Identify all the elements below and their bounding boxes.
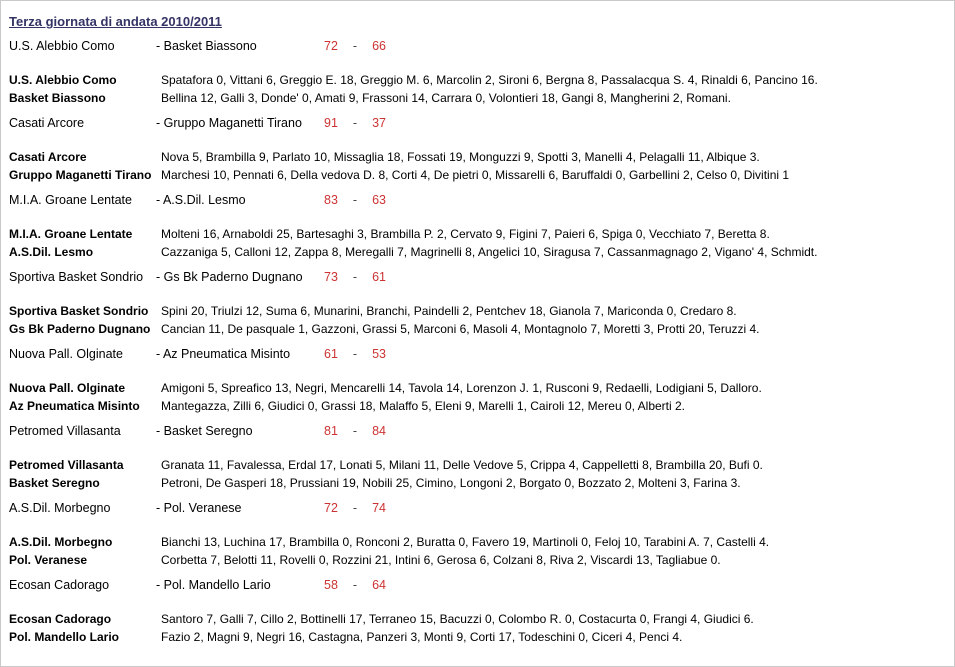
match-score: [324, 424, 386, 438]
home-team-name: Ecosan Cadorago: [9, 578, 110, 592]
away-players-list: Marchesi 10, Pennati 6, Della vedova D. 8, Corti 4, De pietri 0, Missarelli 6, Baruffaldi 0, Garbellini 2, Celso 0, Divitini 1: [161, 168, 790, 182]
match-block: [1, 501, 954, 578]
scorers-lists: [161, 379, 762, 415]
away-players-list: Cancian 11, De pasquale 1, Gazzoni, Grassi 5, Marconi 6, Masoli 4, Montagnolo 7, Moretti 3, Protti 20, Teruzzi 4.: [161, 322, 760, 336]
score-separator: -: [352, 270, 358, 284]
home-team-name: Nuova Pall. Olginate: [9, 347, 123, 361]
scorers-team-names: [1, 456, 161, 492]
scorers-away-team: Basket Seregno: [9, 476, 100, 490]
away-players-list: Corbetta 7, Belotti 11, Rovelli 0, Rozzini 21, Intini 6, Gerosa 6, Colzani 8, Riva 2, Viscardi 13, Tagliabue 0.: [161, 553, 721, 567]
match-score: [324, 39, 386, 53]
title-row: [9, 13, 954, 29]
scorers-team-names: [1, 610, 161, 646]
score-separator: -: [352, 501, 358, 515]
home-players-list: Amigoni 5, Spreafico 13, Negri, Mencarelli 14, Tavola 14, Lorenzon J. 1, Rusconi 9, Redaelli, Lodigiani 5, Dalloro.: [161, 381, 762, 395]
match-block: [1, 193, 954, 270]
home-score: 81: [324, 424, 338, 438]
scorers-away-team: Pol. Veranese: [9, 553, 88, 567]
away-players-list: Bellina 12, Galli 3, Donde' 0, Amati 9, Frassoni 14, Carrara 0, Volontieri 18, Gangi 8, Mangherini 2, Romani.: [161, 91, 731, 105]
scorers-section: [1, 533, 954, 569]
scorers-home-team: A.S.Dil. Morbegno: [9, 535, 113, 549]
scorers-lists: [161, 71, 818, 107]
match-block: [1, 39, 954, 116]
score-separator: -: [352, 424, 358, 438]
scorers-lists: [161, 456, 763, 492]
home-team-name: M.I.A. Groane Lentate: [9, 193, 132, 207]
scorers-section: [1, 610, 954, 646]
away-score: 66: [372, 39, 386, 53]
away-team-name: - Pol. Veranese: [156, 501, 242, 515]
scorers-section: [1, 148, 954, 184]
scorers-lists: [161, 225, 817, 261]
match-result-row: [1, 578, 954, 594]
home-score: 83: [324, 193, 338, 207]
match-result-row: [1, 424, 954, 440]
away-score: 61: [372, 270, 386, 284]
away-score: 37: [372, 116, 386, 130]
away-score: 53: [372, 347, 386, 361]
scorers-lists: [161, 302, 760, 338]
scorers-section: [1, 379, 954, 415]
match-block: [1, 270, 954, 347]
page-title[interactable]: Terza giornata di andata 2010/2011: [9, 14, 222, 29]
scorers-home-team: Casati Arcore: [9, 150, 87, 164]
score-separator: -: [352, 116, 358, 130]
scorers-team-names: [1, 148, 161, 184]
match-result-row: [1, 116, 954, 132]
scorers-home-team: M.I.A. Groane Lentate: [9, 227, 133, 241]
scorers-home-team: Petromed Villasanta: [9, 458, 124, 472]
scorers-away-team: Pol. Mandello Lario: [9, 630, 120, 644]
scorers-home-team: Sportiva Basket Sondrio: [9, 304, 149, 318]
home-players-list: Spatafora 0, Vittani 6, Greggio E. 18, Greggio M. 6, Marcolin 2, Sironi 6, Bergna 8, Passalacqua S. 4, Rinaldi 6, Pancino 16.: [161, 73, 818, 87]
match-result-row: [1, 501, 954, 517]
home-score: 72: [324, 501, 338, 515]
match-result-row: [1, 347, 954, 363]
away-players-list: Fazio 2, Magni 9, Negri 16, Castagna, Panzeri 3, Monti 9, Corti 17, Todeschini 0, Ciceri 4, Penci 4.: [161, 630, 683, 644]
home-score: 73: [324, 270, 338, 284]
away-team-name: - Pol. Mandello Lario: [156, 578, 271, 592]
away-score: 74: [372, 501, 386, 515]
match-block: [1, 347, 954, 424]
away-players-list: Mantegazza, Zilli 6, Giudici 0, Grassi 18, Malaffo 5, Eleni 9, Marelli 1, Cairoli 12, Mereu 0, Alberti 2.: [161, 399, 686, 413]
match-score: [324, 116, 386, 130]
scorers-section: [1, 456, 954, 492]
home-team-name: Petromed Villasanta: [9, 424, 121, 438]
scorers-team-names: [1, 302, 161, 338]
home-players-list: Bianchi 13, Luchina 17, Brambilla 0, Ronconi 2, Buratta 0, Favero 19, Martinoli 0, Feloj 10, Tarabini A. 7, Castelli 4.: [161, 535, 770, 549]
scorers-home-team: Nuova Pall. Olginate: [9, 381, 126, 395]
away-team-name: - Gs Bk Paderno Dugnano: [156, 270, 303, 284]
away-score: 84: [372, 424, 386, 438]
home-score: 91: [324, 116, 338, 130]
score-separator: -: [352, 347, 358, 361]
away-players-list: Petroni, De Gasperi 18, Prussiani 19, Nobili 25, Cimino, Longoni 2, Borgato 0, Bozzato 2, Molteni 3, Farina 3.: [161, 476, 741, 490]
scorers-away-team: Gs Bk Paderno Dugnano: [9, 322, 151, 336]
score-separator: -: [352, 39, 358, 53]
scorers-section: [1, 302, 954, 338]
score-separator: -: [352, 193, 358, 207]
home-players-list: Nova 5, Brambilla 9, Parlato 10, Missaglia 18, Fossati 19, Monguzzi 9, Spotti 3, Manelli 4, Pelagalli 11, Albique 3.: [161, 150, 760, 164]
score-separator: -: [352, 578, 358, 592]
scorers-away-team: A.S.Dil. Lesmo: [9, 245, 94, 259]
match-score: [324, 347, 386, 361]
match-block: [1, 424, 954, 501]
match-result-row: [1, 39, 954, 55]
scorers-team-names: [1, 225, 161, 261]
scorers-lists: [161, 533, 769, 569]
scorers-away-team: Az Pneumatica Misinto: [9, 399, 140, 413]
scorers-home-team: U.S. Alebbio Como: [9, 73, 117, 87]
scorers-team-names: [1, 71, 161, 107]
scorers-section: [1, 225, 954, 261]
home-team-name: Casati Arcore: [9, 116, 85, 130]
match-score: [324, 193, 386, 207]
away-team-name: - Az Pneumatica Misinto: [156, 347, 291, 361]
scorers-team-names: [1, 533, 161, 569]
away-team-name: - A.S.Dil. Lesmo: [156, 193, 246, 207]
away-team-name: - Basket Seregno: [156, 424, 253, 438]
match-score: [324, 578, 386, 592]
scorers-section: [1, 71, 954, 107]
scorers-away-team: Basket Biassono: [9, 91, 106, 105]
home-players-list: Spini 20, Triulzi 12, Suma 6, Munarini, Branchi, Paindelli 2, Pentchev 18, Gianola 7, Mariconda 0, Credaro 8.: [161, 304, 737, 318]
scorers-team-names: [1, 379, 161, 415]
scorers-lists: [161, 148, 789, 184]
match-score: [324, 501, 386, 515]
scorers-home-team: Ecosan Cadorago: [9, 612, 112, 626]
match-block: [1, 116, 954, 193]
home-score: 58: [324, 578, 338, 592]
match-result-row: [1, 270, 954, 286]
home-team-name: Sportiva Basket Sondrio: [9, 270, 144, 284]
away-team-name: - Gruppo Maganetti Tirano: [156, 116, 302, 130]
home-players-list: Santoro 7, Galli 7, Cillo 2, Bottinelli 17, Terraneo 15, Bacuzzi 0, Colombo R. 0, Costacurta 0, Frangi 4, Giudici 6.: [161, 612, 754, 626]
away-team-name: - Basket Biassono: [156, 39, 257, 53]
away-score: 64: [372, 578, 386, 592]
home-players-list: Granata 11, Favalessa, Erdal 17, Lonati 5, Milani 11, Delle Vedove 5, Crippa 4, Cappelletti 8, Brambilla 20, Bufi 0.: [161, 458, 763, 472]
away-score: 63: [372, 193, 386, 207]
home-score: 61: [324, 347, 338, 361]
match-block: [1, 578, 954, 655]
match-score: [324, 270, 386, 284]
home-players-list: Molteni 16, Arnaboldi 25, Bartesaghi 3, Brambilla P. 2, Cervato 9, Figini 7, Paieri 6, Spiga 0, Vecchiato 7, Beretta 8.: [161, 227, 770, 241]
home-team-name: U.S. Alebbio Como: [9, 39, 115, 53]
scorers-lists: [161, 610, 754, 646]
home-score: 72: [324, 39, 338, 53]
scorers-away-team: Gruppo Maganetti Tirano: [9, 168, 152, 182]
away-players-list: Cazzaniga 5, Calloni 12, Zappa 8, Meregalli 7, Magrinelli 8, Angelici 10, Siragusa 7, Cassanmagnago 2, Vigano' 4, Schmidt.: [161, 245, 818, 259]
home-team-name: A.S.Dil. Morbegno: [9, 501, 111, 515]
match-result-row: [1, 193, 954, 209]
